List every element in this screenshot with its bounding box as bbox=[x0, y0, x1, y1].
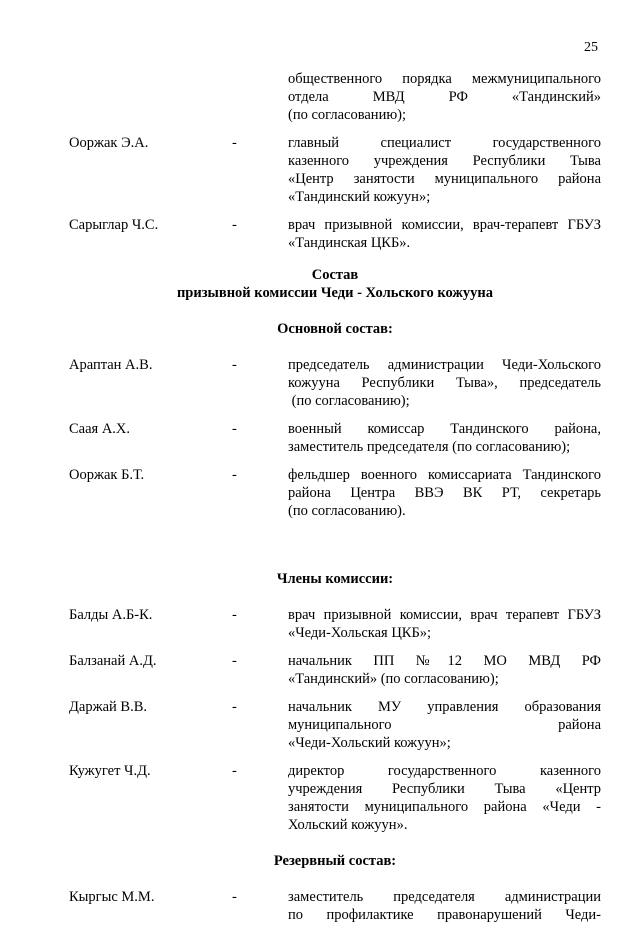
description-line: отдела МВД РФ «Тандинский» bbox=[288, 89, 601, 105]
member-name: Даржай В.В. bbox=[69, 699, 148, 715]
member-name: Араптан А.В. bbox=[69, 357, 153, 373]
description-line: кожууна Республики Тыва», председатель bbox=[288, 375, 601, 391]
description-line: (по согласованию); bbox=[288, 107, 407, 123]
member-description bbox=[288, 420, 601, 456]
description-line: начальник МУ управления образования bbox=[288, 699, 601, 715]
member-row bbox=[69, 420, 601, 456]
member-dash: - bbox=[232, 653, 237, 669]
member-dash: - bbox=[232, 217, 237, 233]
description-line: муниципального района bbox=[288, 717, 601, 733]
member-description bbox=[288, 606, 601, 642]
description-line: врач призывной комиссии, врач-терапевт ГБУЗ bbox=[288, 217, 601, 233]
description-line: заместитель председателя (по согласованию); bbox=[288, 439, 571, 455]
description-line: «Тандинский кожуун»; bbox=[288, 189, 431, 205]
description-line: начальник ПП №12 МО МВД РФ bbox=[288, 653, 601, 669]
description-line: «Центр занятости муниципального района bbox=[288, 171, 601, 187]
member-description bbox=[288, 216, 601, 252]
description-line: директор государственного казенного bbox=[288, 763, 601, 779]
member-description bbox=[288, 888, 601, 924]
description-line: «Чеди-Хольский кожуун»; bbox=[288, 735, 451, 751]
member-description bbox=[288, 698, 601, 752]
member-description bbox=[288, 466, 601, 520]
description-line: общественного порядка межмуниципального bbox=[288, 71, 601, 87]
members-section-heading: Члены комиссии: bbox=[276, 571, 394, 587]
member-row bbox=[69, 606, 601, 642]
member-row bbox=[69, 888, 601, 924]
description-line: района Центра ВВЭ ВК РТ, секретарь bbox=[288, 485, 601, 501]
description-line: главный специалист государственного bbox=[288, 135, 601, 151]
member-description bbox=[288, 70, 601, 124]
member-dash: - bbox=[232, 467, 237, 483]
member-dash: - bbox=[232, 607, 237, 623]
member-name: Ооржак Э.А. bbox=[69, 135, 149, 151]
commission-subtitle: призывной комиссии Чеди - Хольского кожууна bbox=[176, 285, 494, 301]
member-row bbox=[69, 698, 601, 752]
member-row bbox=[69, 762, 601, 834]
member-description bbox=[288, 762, 601, 834]
member-row bbox=[69, 356, 601, 410]
member-row bbox=[69, 134, 601, 206]
description-line: врач призывной комиссии, врач терапевт ГБУЗ bbox=[288, 607, 601, 623]
member-description bbox=[288, 356, 601, 410]
member-row bbox=[69, 652, 601, 688]
member-name: Саая А.Х. bbox=[69, 421, 131, 437]
member-name: Кыргыс М.М. bbox=[69, 889, 155, 905]
description-line: (по согласованию). bbox=[288, 503, 406, 519]
description-line: «Тандинская ЦКБ». bbox=[288, 235, 411, 251]
description-line: «Тандинский» (по согласованию); bbox=[288, 671, 499, 687]
description-line: фельдшер военного комиссариата Тандинского bbox=[288, 467, 601, 483]
member-description bbox=[288, 652, 601, 688]
description-line: казенного учреждения Республики Тыва bbox=[288, 153, 601, 169]
description-line: председатель администрации Чеди-Хольского bbox=[288, 357, 601, 373]
member-dash: - bbox=[232, 699, 237, 715]
description-line: военный комиссар Тандинского района, bbox=[288, 421, 601, 437]
member-name: Балзанай А.Д. bbox=[69, 653, 157, 669]
page-number: 25 bbox=[584, 40, 598, 55]
member-row bbox=[69, 466, 601, 520]
member-name: Балды А.Б-К. bbox=[69, 607, 153, 623]
description-line: учреждения Республики Тыва «Центр bbox=[288, 781, 601, 797]
member-row bbox=[69, 216, 601, 252]
section-spacer bbox=[69, 530, 601, 552]
member-name: Кужугет Ч.Д. bbox=[69, 763, 151, 779]
member-name: Ооржак Б.Т. bbox=[69, 467, 145, 483]
member-dash: - bbox=[232, 135, 237, 151]
document-body bbox=[69, 70, 601, 934]
description-line: Хольский кожуун». bbox=[288, 817, 408, 833]
description-line: занятости муниципального района «Чеди - bbox=[288, 799, 601, 815]
member-description bbox=[288, 134, 601, 206]
continuation-row bbox=[69, 70, 601, 124]
main-section-heading: Основной состав: bbox=[277, 321, 393, 337]
member-dash: - bbox=[232, 889, 237, 905]
description-line: заместитель председателя администрации bbox=[288, 889, 601, 905]
description-line: (по согласованию); bbox=[288, 393, 410, 409]
member-dash: - bbox=[232, 763, 237, 779]
member-name: Сарыглар Ч.С. bbox=[69, 217, 159, 233]
member-dash: - bbox=[232, 357, 237, 373]
member-dash: - bbox=[232, 421, 237, 437]
description-line: «Чеди-Хольская ЦКБ»; bbox=[288, 625, 432, 641]
reserve-section-heading: Резервный состав: bbox=[273, 853, 397, 869]
commission-title: Состав bbox=[311, 267, 359, 283]
description-line: по профилактике правонарушений Чеди- bbox=[288, 907, 601, 923]
